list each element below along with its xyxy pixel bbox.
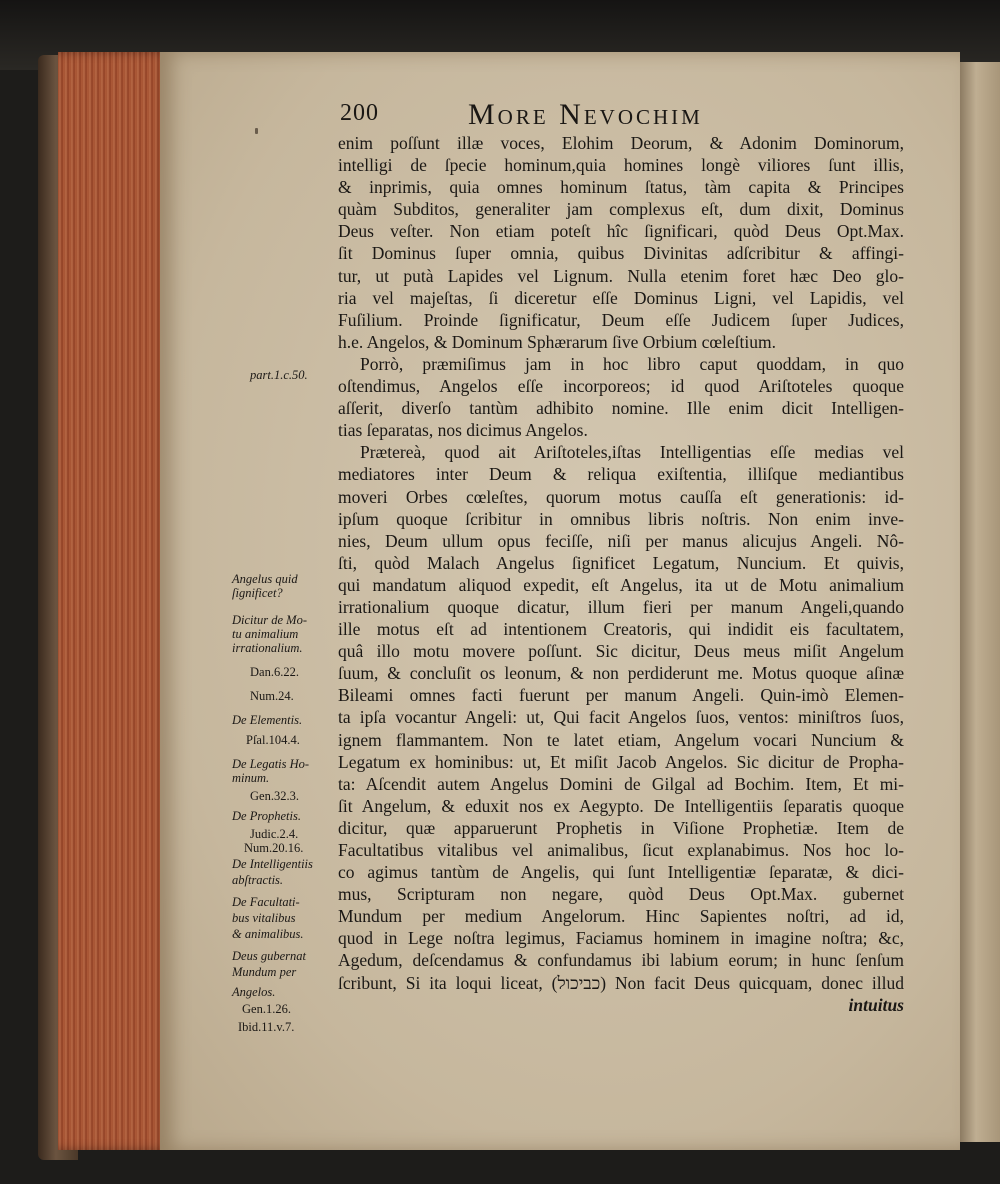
margin-note: bus vitalibus	[232, 911, 296, 925]
margin-note: irrationalium.	[232, 641, 303, 655]
text-line: Agedum, deſcendamus & confundamus ibi labium eorum; in hunc ſenſum	[338, 950, 904, 971]
margin-note: Gen.32.3.	[250, 789, 299, 803]
margin-note: De Facultati-	[232, 895, 300, 909]
text-line: ille motus eſt ad intentionem Creatoris, qui indidit eis facultatem,	[338, 619, 904, 640]
text-line: intelligi de ſpecie hominum,quia homines longè viliores ſunt illis,	[338, 155, 904, 176]
margin-note: Gen.1.26.	[242, 1002, 291, 1016]
text-line: mediatores inter Deum & reliqua exiſtentia, illiſque mediantibus	[338, 464, 904, 485]
text-line: Deus veſter. Non etiam poteſt hîc ſignificari, quòd Deus Opt.Max.	[338, 221, 904, 242]
text-line: ſti, quòd Malach Angelus ſignificet Legatum, Nuncium. Et quivis,	[338, 552, 904, 573]
text-line: ta: Aſcendit autem Angelus Domini de Gilgal ad Bochim. Item, Et mi-	[338, 773, 904, 794]
text-line: mus, Scripturam non negare, quòd Deus Opt.Max. gubernet	[338, 884, 904, 905]
text-line: ſuum, & concluſit os leonum, & non perdiderunt me. Motus quoque aſinæ	[338, 663, 904, 684]
margin-note: Ibid.11.v.7.	[238, 1020, 295, 1034]
margin-note: De Elementis.	[232, 713, 303, 727]
text-line: quàm Subditos, generaliter jam complexus eſt, dum dixit, Dominus	[338, 199, 904, 220]
margin-note: Deus gubernat	[232, 949, 306, 963]
text-line: tias ſeparatas, nos dicimus Angelos.	[338, 420, 588, 441]
margin-note: minum.	[232, 771, 270, 785]
text-line: ipſum quoque ſcribitur in omnibus libris noſtris. Non enim inve-	[338, 508, 904, 529]
text-line: Legatum ex hominibus: ut, Et miſit Jacob Angelos. Sic dicitur de Propha-	[338, 751, 904, 772]
text-line: aſſerit, diverſo tantùm adhibito nomine. Ille enim dicit Intelligen-	[338, 398, 904, 419]
margin-note: Pſal.104.4.	[246, 733, 300, 747]
margin-note: De Legatis Ho-	[232, 757, 310, 771]
text-line: Prætereà, quod ait Ariſtoteles,iſtas Intelligentias eſſe medias vel	[360, 442, 904, 463]
page-edges	[58, 52, 170, 1150]
text-line: irrationalium quoque dicatur, illum fieri per manum Angeli,quando	[338, 596, 904, 617]
text-line: ſit Angelum, & eduxit nos ex Aegypto. De Intelligentiis ſeparatis quoque	[338, 795, 904, 816]
text-line: oſtendimus, Angelos eſſe incorporeos; id quod Ariſtoteles quoque	[338, 376, 904, 397]
body-text	[338, 132, 904, 1016]
margin-note: tu animalium	[232, 627, 299, 641]
margin-note: Num.20.16.	[244, 841, 304, 855]
text-line: enim poſſunt illæ voces, Elohim Deorum, & Adonim Dominorum,	[338, 133, 904, 153]
text-line: tur, ut putà Lapides vel Lignum. Nulla etenim foret hæc Deo glo-	[338, 265, 904, 286]
text-line: ignem flammantem. Non te latet etiam, Angelum vocari Nuncium &	[338, 729, 904, 750]
margin-note: Angelus quid	[232, 572, 298, 586]
text-line: ſcribunt, Si ita loqui liceat, (כביכול) Non facit Deus quicquam, donec illud	[338, 972, 904, 993]
text-line: Porrò, præmiſimus jam in hoc libro caput quoddam, in quo	[360, 353, 904, 374]
margin-note: ſignificet?	[232, 586, 283, 600]
text-line: quâ illo motu movere poſſunt. Sic dicitur, Deus meus miſit Angelum	[338, 641, 904, 662]
text-line: moveri Orbes cœleſtes, quorum motus cauſſa eſt generationis: id-	[338, 486, 904, 507]
margin-note: abſtractis.	[232, 873, 284, 887]
running-head	[340, 98, 900, 132]
margin-note: Dicitur de Mo-	[232, 613, 307, 627]
catchword: intuitus	[848, 994, 904, 1015]
margin-note: & animalibus.	[232, 927, 304, 941]
margin-note: Mundum per	[232, 965, 297, 979]
margin-note: Num.24.	[250, 689, 294, 703]
text-line: co agimus tantùm de Angelis, qui ſunt Intelligentiæ ſeparatæ, & dici-	[338, 862, 904, 883]
margin-note: Judic.2.4.	[250, 827, 299, 841]
margin-note: Dan.6.22.	[250, 665, 299, 679]
text-line: ria vel majeſtas, ſi diceretur eſſe Dominus Ligni, vel Lapidis, vel	[338, 287, 904, 308]
page-number: 200	[340, 100, 379, 126]
book-title: More Nevochim	[468, 98, 703, 131]
text-line: Fuſilium. Proinde ſignificatur, Deum eſſe Judicem ſuper Judices,	[338, 309, 904, 330]
text-line: nies, Deum ullum opus feciſſe, niſi per manus alicujus Angeli. Nô-	[338, 530, 904, 551]
text-line: ta ipſa vocantur Angeli: ut, Qui facit Angelos ſuos, ventos: miniſtros ſuos,	[338, 707, 904, 728]
text-line: Bileami omnes facti fuerunt per manum Angeli. Quin-imò Elemen-	[338, 685, 904, 706]
text-line: dicitur, quæ apparuerunt Prophetis in Viſione Prophetiæ. Item de	[338, 817, 904, 838]
text-line: quod in Lege noſtra legimus, Faciamus hominem in imagine noſtra; &c,	[338, 928, 904, 949]
margin-note: De Intelligentiis	[232, 857, 313, 871]
facing-page-edge	[960, 62, 1000, 1142]
text-line: & inprimis, quia omnes hominum ſtatus, tàm capita & Principes	[338, 177, 904, 198]
text-line: Mundum per medium Angelorum. Hinc Sapientes noſtri, ad id,	[338, 906, 904, 927]
text-line: h.e. Angelos, & Dominum Sphærarum ſive Orbium cœleſtium.	[338, 331, 776, 352]
text-line: ſit Dominus ſuper omnia, quibus Divinitas adſcribitur & affingi-	[338, 243, 904, 264]
margin-note: part.1.c.50.	[250, 368, 308, 382]
pencil-mark	[255, 128, 258, 134]
text-line: Facultatibus vitalibus vel animalibus, ſicut explanabimus. Nos hoc lo-	[338, 840, 904, 860]
margin-note: Angelos.	[232, 985, 276, 999]
margin-note: De Prophetis.	[232, 809, 301, 823]
text-line: qui mandatum aliquod expedit, eſt Angelus, ita ut de Motu animalium	[338, 574, 904, 595]
